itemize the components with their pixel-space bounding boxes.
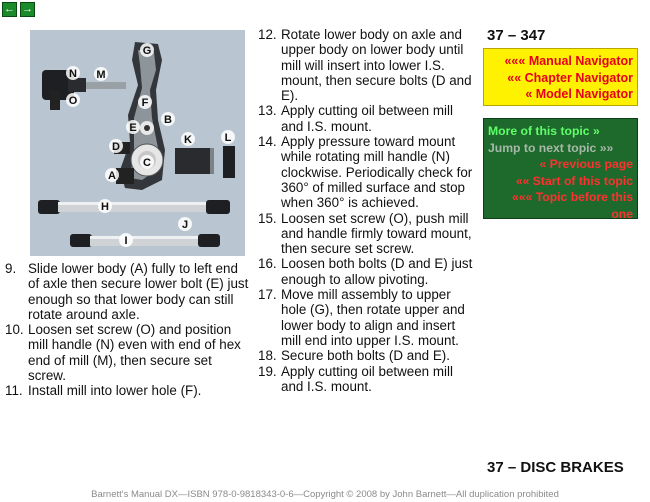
more-of-topic-link[interactable]: More of this topic »	[488, 124, 600, 138]
step-number: 14.	[258, 134, 277, 150]
manual-navigator-link[interactable]: ««« Manual Navigator	[504, 54, 633, 68]
step-text: Loosen set screw (O) and position mill handle (N) even with end of hex end of mill (M), then secure set screw.	[28, 322, 241, 384]
svg-text:N: N	[69, 68, 77, 80]
model-navigator-link[interactable]: « Model Navigator	[525, 87, 633, 101]
step-text: Slide lower body (A) fully to left end of axle then secure lower bolt (E) just enough so that lower body can still rotate around axle.	[28, 261, 249, 322]
svg-text:J: J	[181, 219, 189, 231]
step-text: Secure both bolts (D and E).	[281, 348, 450, 364]
navigator-box	[483, 48, 638, 106]
step-item	[258, 256, 478, 287]
chapter-navigator-link[interactable]: «« Chapter Navigator	[507, 70, 633, 85]
callout-label-i	[119, 233, 133, 247]
svg-text:H: H	[101, 201, 109, 213]
step-number: 12.	[258, 27, 277, 42]
steps-list-left	[5, 261, 249, 399]
svg-text:I: I	[124, 235, 128, 247]
callout-label-a	[105, 168, 119, 182]
copyright-notice: Barnett's Manual DX—ISBN 978-0-9818343-0-6—Copyright © 2008 by John Barnett—All duplication prohibited	[91, 489, 559, 500]
callout-label-j	[178, 217, 192, 231]
topic-before-link[interactable]: ««« Topic before this one	[512, 190, 633, 221]
step-text: Apply cutting oil between mill and I.S. mount.	[281, 363, 453, 394]
step-text: Install mill into lower hole (F).	[28, 383, 202, 399]
tool-photo	[30, 30, 245, 256]
step-number: 17.	[258, 287, 277, 303]
callout-label-c	[140, 155, 154, 169]
svg-text:G: G	[142, 45, 152, 57]
step-item	[258, 287, 478, 348]
svg-text:A: A	[108, 170, 116, 182]
back-arrow-icon[interactable]: ←	[4, 3, 15, 15]
page-number: 37 – 347	[487, 27, 546, 44]
step-item	[258, 134, 478, 210]
step-item	[258, 103, 478, 134]
callout-label-k	[181, 132, 195, 146]
step-text: Move mill assembly to upper hole (G), then rotate upper and lower body to align and insert mill end into upper I.S. mount.	[281, 287, 465, 348]
svg-text:M: M	[96, 69, 106, 81]
step-number: 15.	[258, 210, 277, 226]
previous-page-link[interactable]: « Previous page	[539, 157, 633, 171]
step-number: 11.	[5, 383, 23, 399]
step-number: 13.	[258, 103, 277, 119]
start-of-topic-link[interactable]: «« Start of this topic	[515, 173, 633, 188]
step-text: Rotate lower body on axle and upper body on lower body until mill will insert into lower I.S. mount, then secure bolts (D and E).	[281, 27, 472, 104]
jump-to-next-topic-link[interactable]: Jump to next topic »»	[488, 140, 614, 155]
step-number: 10.	[5, 322, 24, 338]
callout-label-h	[98, 199, 112, 213]
step-item	[5, 383, 249, 398]
chapter-title: 37 – DISC BRAKES	[487, 459, 624, 476]
step-number: 19.	[258, 363, 277, 379]
forward-arrow-icon[interactable]: →	[22, 3, 33, 15]
callout-label-l	[221, 130, 235, 144]
steps-list-right	[258, 27, 478, 394]
svg-text:C: C	[143, 157, 151, 169]
step-text: Apply pressure toward mount while rotating mill handle (N) clockwise. Periodically check for 360° of milled surface and stop when 360° is achieved.	[281, 134, 473, 211]
tool-illustration	[30, 30, 245, 256]
svg-text:E: E	[129, 122, 137, 134]
svg-text:F: F	[141, 97, 149, 109]
step-item	[258, 211, 478, 257]
step-number: 16.	[258, 256, 277, 272]
step-item	[258, 27, 478, 103]
step-text: Apply cutting oil between mill and I.S. mount.	[281, 103, 453, 134]
step-item	[5, 322, 249, 383]
callout-label-g	[140, 43, 154, 57]
svg-text:B: B	[164, 114, 172, 126]
callout-label-b	[161, 112, 175, 126]
callout-label-n	[66, 66, 80, 80]
svg-text:D: D	[112, 141, 120, 153]
svg-text:O: O	[68, 95, 78, 107]
callout-label-m	[94, 67, 108, 81]
step-item	[5, 261, 249, 322]
svg-text:L: L	[224, 132, 232, 144]
callout-label-d	[109, 139, 123, 153]
callout-label-f	[138, 95, 152, 109]
step-text: Loosen both bolts (D and E) just enough to allow pivoting.	[281, 256, 473, 287]
topic-navigation-box	[483, 118, 638, 219]
step-item	[258, 364, 478, 395]
step-number: 18.	[258, 348, 277, 364]
callout-label-e	[126, 120, 140, 134]
callout-label-o	[66, 93, 80, 107]
step-text: Loosen set screw (O), push mill and handle firmly toward mount, then secure set screw.	[281, 210, 472, 257]
svg-text:K: K	[184, 134, 192, 146]
step-item	[258, 348, 478, 363]
step-number: 9.	[5, 261, 17, 276]
